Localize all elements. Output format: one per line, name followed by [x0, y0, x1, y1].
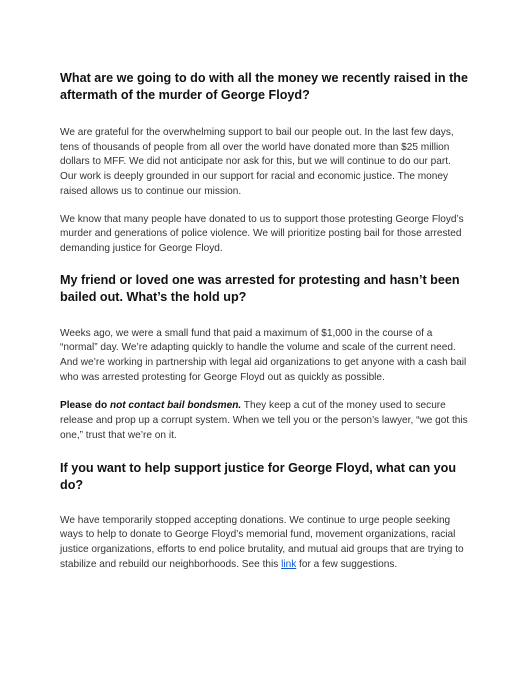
closing-after-link: for a few suggestions.: [296, 558, 398, 570]
notice-emphasis: not contact bail bondsmen.: [109, 400, 242, 412]
document-page: [60, 70, 470, 572]
paragraph-priority: We know that many people have donated to us to support those protesting George Floyd’s murder and generations of police violence. We will prioritize posting bail for those arrested demanding justice for George Floyd.: [60, 213, 464, 254]
notice-rest: They keep a cut of the money used to secure release and prop up a corrupt system. When we tell you or the person’s lawyer, “we got this one,” trust that we’re on it.: [60, 400, 468, 441]
closing-before-link: We have temporarily stopped accepting donations. We continue to urge people seeking ways to help to donate to George Floyd’s memorial fund, movement organizations, racial justice organizations, efforts to end police brutality, and mutual aid groups that are trying to stabilize and rebuild our neighborhoods. See this: [60, 514, 464, 570]
paragraph-grateful: We are grateful for the overwhelming support to bail our people out. In the last few days, tens of thousands of people from all over the world have donated more than $25 million dollars to MFF. We did not anticipate nor ask for this, but we will continue to do our part. Our work is deeply grounded in our support for racial and economic justice. The money raised allows us to continue our mission.: [60, 127, 454, 197]
paragraph-small-fund: Weeks ago, we were a small fund that paid a maximum of $1,000 in the course of a “normal” day. We’re adapting quickly to handle the volume and scale of the current need. And we’re working in partnership with legal aid organizations to get anyone with a cash bail who was arrested protesting for George Floyd out as quickly as possible.: [60, 327, 467, 383]
section-heading-help: If you want to help support justice for George Floyd, what can you do?: [60, 460, 457, 492]
suggestions-link[interactable]: link: [281, 558, 297, 570]
section-heading-money: What are we going to do with all the money we recently raised in the aftermath of the murder of George Floyd?: [60, 71, 468, 102]
paragraph-bondsmen-notice: [60, 399, 470, 443]
notice-lead: Please do: [60, 400, 110, 412]
section-heading-arrested: My friend or loved one was arrested for protesting and hasn’t been bailed out. What’s the hold up?: [60, 272, 460, 304]
paragraph-donations-stopped: [60, 514, 470, 573]
